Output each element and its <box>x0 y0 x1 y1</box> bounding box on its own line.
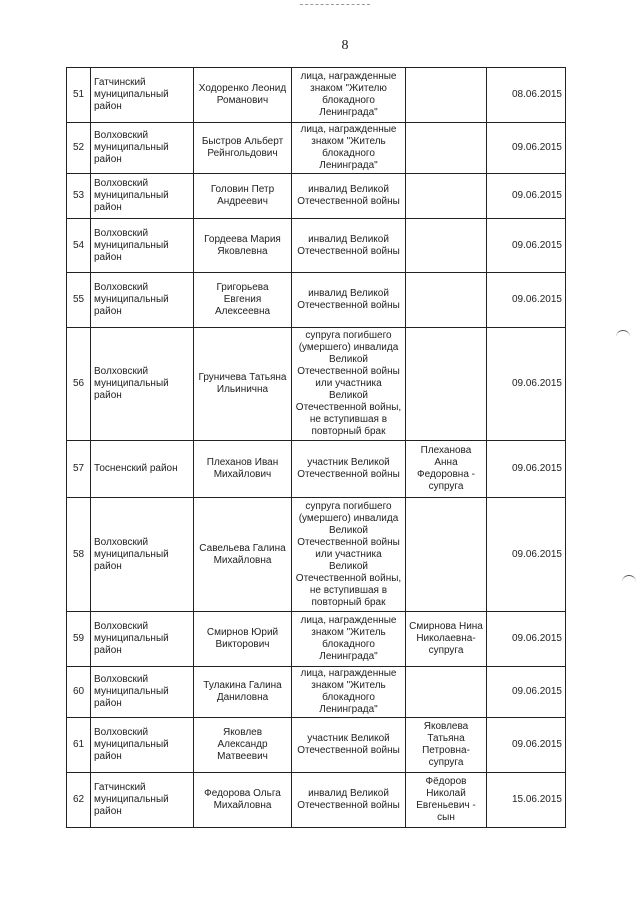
relative-cell <box>406 68 487 123</box>
person-name-cell: Григорьева Евгения Алексеевна <box>194 273 292 328</box>
date-cell: 09.06.2015 <box>487 328 566 441</box>
date-cell: 09.06.2015 <box>487 441 566 498</box>
category-cell: инвалид Великой Отечественной войны <box>292 174 406 219</box>
date-cell: 09.06.2015 <box>487 667 566 718</box>
category-cell: супруга погибшего (умершего) инвалида Великой Отечественной войны или участника Великой Отечественной войны, не вступившая в повторный брак <box>292 498 406 612</box>
row-number: 59 <box>67 612 91 667</box>
table-row <box>67 68 566 123</box>
district-cell: Гатчинский муниципальный район <box>91 68 194 123</box>
relative-cell: Фёдоров Николай Евгеньевич - сын <box>406 773 487 828</box>
district-cell: Волховский муниципальный район <box>91 667 194 718</box>
person-name-cell: Федорова Ольга Михайловна <box>194 773 292 828</box>
table-row <box>67 174 566 219</box>
date-cell: 15.06.2015 <box>487 773 566 828</box>
table-row <box>67 328 566 441</box>
category-cell: лица, награжденные знаком "Житель блокадного Ленинграда" <box>292 667 406 718</box>
person-name-cell: Гордеева Мария Яковлевна <box>194 219 292 273</box>
table-row <box>67 219 566 273</box>
row-number: 58 <box>67 498 91 612</box>
table-row <box>67 612 566 667</box>
relative-cell <box>406 123 487 174</box>
relative-cell <box>406 273 487 328</box>
district-cell: Волховский муниципальный район <box>91 273 194 328</box>
category-cell: инвалид Великой Отечественной войны <box>292 773 406 828</box>
page-number: 8 <box>341 38 349 53</box>
category-cell: лица, награжденные знаком "Жителю блокадного Ленинграда" <box>292 68 406 123</box>
person-name-cell: Плеханов Иван Михайлович <box>194 441 292 498</box>
table-row <box>67 273 566 328</box>
district-cell: Гатчинский муниципальный район <box>91 773 194 828</box>
row-number: 54 <box>67 219 91 273</box>
district-cell: Волховский муниципальный район <box>91 718 194 773</box>
row-number: 57 <box>67 441 91 498</box>
relative-cell <box>406 174 487 219</box>
row-number: 55 <box>67 273 91 328</box>
relative-cell <box>406 328 487 441</box>
district-cell: Волховский муниципальный район <box>91 123 194 174</box>
row-number: 52 <box>67 123 91 174</box>
person-name-cell: Головин Петр Андреевич <box>194 174 292 219</box>
category-cell: инвалид Великой Отечественной войны <box>292 219 406 273</box>
relative-cell: Яковлева Татьяна Петровна-супруга <box>406 718 487 773</box>
table-body <box>67 68 566 828</box>
district-cell: Волховский муниципальный район <box>91 219 194 273</box>
person-name-cell: Груничева Татьяна Ильинична <box>194 328 292 441</box>
person-name-cell: Тулакина Галина Даниловна <box>194 667 292 718</box>
table-row <box>67 773 566 828</box>
person-name-cell: Яковлев Александр Матвеевич <box>194 718 292 773</box>
table-row <box>67 498 566 612</box>
relative-cell: Плеханова Анна Федоровна - супруга <box>406 441 487 498</box>
person-name-cell: Савельева Галина Михайловна <box>194 498 292 612</box>
district-cell: Тосненский район <box>91 441 194 498</box>
relative-cell <box>406 219 487 273</box>
row-number: 51 <box>67 68 91 123</box>
relative-cell <box>406 498 487 612</box>
category-cell: лица, награжденные знаком "Житель блокадного Ленинграда" <box>292 612 406 667</box>
district-cell: Волховский муниципальный район <box>91 328 194 441</box>
date-cell: 09.06.2015 <box>487 219 566 273</box>
scan-mark <box>616 330 630 341</box>
table-row <box>67 718 566 773</box>
row-number: 56 <box>67 328 91 441</box>
district-cell: Волховский муниципальный район <box>91 498 194 612</box>
scan-artifact <box>300 4 370 7</box>
person-name-cell: Быстров Альберт Рейнгольдович <box>194 123 292 174</box>
scan-mark <box>622 575 636 586</box>
date-cell: 08.06.2015 <box>487 68 566 123</box>
table-row <box>67 441 566 498</box>
table-row <box>67 667 566 718</box>
district-cell: Волховский муниципальный район <box>91 174 194 219</box>
row-number: 61 <box>67 718 91 773</box>
row-number: 53 <box>67 174 91 219</box>
category-cell: супруга погибшего (умершего) инвалида Великой Отечественной войны или участника Великой Отечественной войны, не вступившая в повторный брак <box>292 328 406 441</box>
person-name-cell: Смирнов Юрий Викторович <box>194 612 292 667</box>
category-cell: лица, награжденные знаком "Житель блокадного Ленинграда" <box>292 123 406 174</box>
row-number: 60 <box>67 667 91 718</box>
date-cell: 09.06.2015 <box>487 123 566 174</box>
person-name-cell: Ходоренко Леонид Романович <box>194 68 292 123</box>
records-table <box>66 67 566 828</box>
date-cell: 09.06.2015 <box>487 718 566 773</box>
category-cell: участник Великой Отечественной войны <box>292 441 406 498</box>
relative-cell <box>406 667 487 718</box>
relative-cell: Смирнова Нина Николаевна-супруга <box>406 612 487 667</box>
date-cell: 09.06.2015 <box>487 612 566 667</box>
table-row <box>67 123 566 174</box>
category-cell: участник Великой Отечественной войны <box>292 718 406 773</box>
category-cell: инвалид Великой Отечественной войны <box>292 273 406 328</box>
date-cell: 09.06.2015 <box>487 498 566 612</box>
district-cell: Волховский муниципальный район <box>91 612 194 667</box>
date-cell: 09.06.2015 <box>487 273 566 328</box>
row-number: 62 <box>67 773 91 828</box>
date-cell: 09.06.2015 <box>487 174 566 219</box>
